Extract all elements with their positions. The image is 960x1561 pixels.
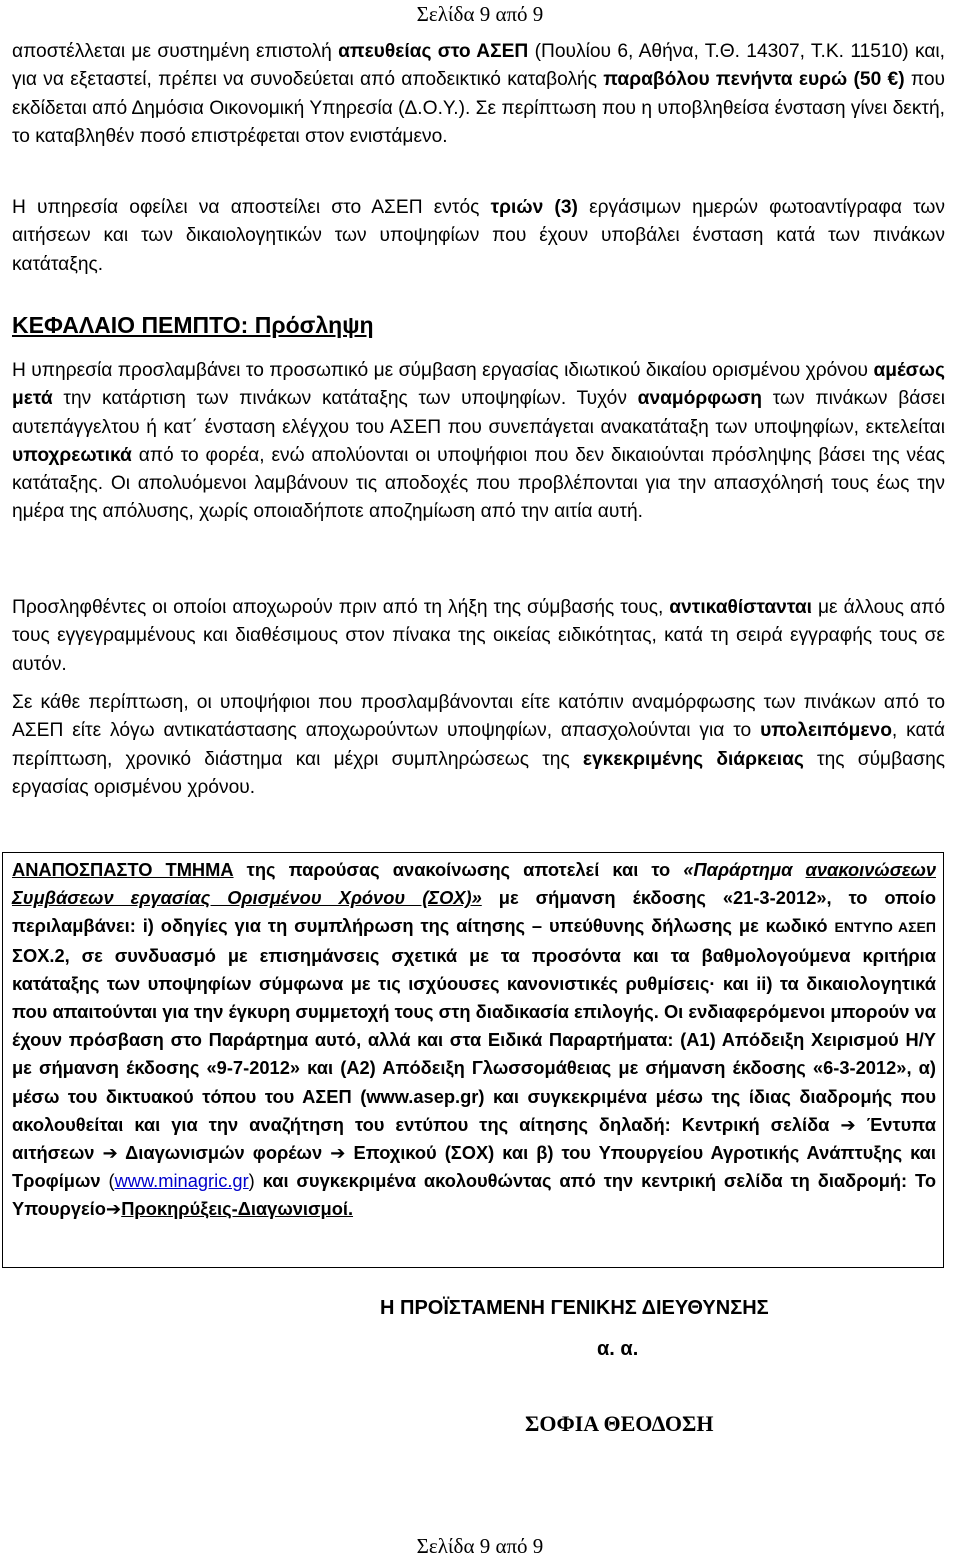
path-end: Προκηρύξεις-Διαγωνισμοί. xyxy=(121,1198,354,1220)
annex-name: «Παράρτημα xyxy=(683,859,806,880)
text: Προσληφθέντες οι οποίοι αποχωρούν πριν από τη λήξη της σύμβασής τους, xyxy=(12,597,670,618)
bold-text: παραβόλου πενήντα ευρώ (50 €) xyxy=(603,69,905,91)
paragraph-objection-submission xyxy=(12,38,945,151)
annex-title: ΑΝΑΠΟΣΠΑΣΤΟ ΤΜΗΜΑ xyxy=(12,859,234,880)
bold-text: απευθείας στο ΑΣΕΠ xyxy=(338,41,529,62)
text: των πινάκων βάσει αυτεπάγγελτου ή κατ΄ ένσταση ελέγχου του ΑΣΕΠ που συνεπάγεται ανακατάταξη των υποψηφίων, εκτελείται xyxy=(12,388,945,438)
text: αποστέλλεται με συστημένη επιστολή xyxy=(12,41,339,62)
annex-name-underlined: ανακοινώσεων Συμβάσεων εργασίας Ορισμένου Χρόνου (ΣΟΧ)» xyxy=(12,859,936,909)
bold-text: υποχρεωτικά xyxy=(12,444,132,466)
arrow-right-icon: ➔ xyxy=(840,1113,856,1135)
page-footer: Σελίδα 9 από 9 xyxy=(416,1534,544,1558)
page-header: Σελίδα 9 από 9 xyxy=(416,2,544,26)
text: με σήμανση έκδοσης «21-3-2012», το οποίο περιλαμβάνει: i) οδηγίες για τη συμπλήρωση της αίτησης – υπεύθυνης δήλωσης με κωδικό xyxy=(12,887,936,937)
text: της σύμβασης εργασίας ορισμένου χρόνου. xyxy=(12,748,946,798)
minagric-link[interactable]: www.minagric.gr xyxy=(114,1170,249,1192)
bold-text: εγκεκριμένης διάρκειας xyxy=(582,748,804,770)
bold-text: υπολειπόμενο xyxy=(760,720,892,742)
form-code: ΕΝΤΥΠΟ ΑΣΕΠ xyxy=(834,919,937,936)
text: από το φορέα, ενώ απολύονται οι υποψήφιοι που δεν δικαιούνται πρόσληψης βάσει της νέας κατάταξης. Οι απολυόμενοι λαμβάνουν τις αποδοχές που προβλέπονται για την απασχόλησή τους έως την ημέρα της απόλυσης, χωρίς οποιαδήποτε αποζημίωση από την αιτία αυτή. xyxy=(12,444,945,523)
bold-text: αναμόρφωση xyxy=(637,388,763,410)
annex-notice-box xyxy=(2,852,944,1268)
paren-open: ( xyxy=(108,1170,115,1192)
paren-close: ) xyxy=(248,1170,255,1192)
paragraph-replacement xyxy=(12,594,945,679)
text: Η υπηρεσία οφείλει να αποστείλει στο ΑΣΕΠ εντός xyxy=(12,197,491,218)
signature-name: ΣΟΦΙΑ ΘΕΟΔΟΣΗ xyxy=(525,1411,714,1436)
bold-text: αντικαθίστανται xyxy=(669,597,812,618)
bold-text: αμέσως μετά xyxy=(12,360,945,410)
arrow-right-icon: ➔ xyxy=(102,1142,118,1164)
text: (Πουλίου 6, Αθήνα, Τ.Θ. 14307, Τ.Κ. 11510) και, για να εξεταστεί, πρέπει να συνοδεύεται από αποδεικτικό καταβολής xyxy=(12,41,946,91)
text: την κατάρτιση των πινάκων κατάταξης των υποψηφίων. Τυχόν xyxy=(52,388,638,410)
text: Διαγωνισμών φορέων xyxy=(117,1142,331,1164)
paragraph-service-obligation xyxy=(12,194,945,279)
paragraph-remaining-duration xyxy=(12,689,945,802)
signature-title: Η ΠΡΟΪΣΤΑΜΕΝΗ ΓΕΝΙΚΗΣ ΔΙΕΥΘΥΝΣΗΣ xyxy=(380,1297,769,1319)
text: και συγκεκριμένα ακολουθώντας από την κεντρική σελίδα τη διαδρομή: Το Υπουργείο xyxy=(12,1170,936,1220)
signature-aa: α. α. xyxy=(597,1338,639,1360)
text: που εκδίδεται από Δημόσια Οικονομική Υπηρεσία (Δ.Ο.Υ.). Σε περίπτωση που η υποβληθείσα ένσταση γίνει δεκτή, το καταβληθέν ποσό επιστρέφεται στον ενιστάμενο. xyxy=(12,69,946,147)
arrow-right-icon: ➔ xyxy=(105,1198,122,1220)
text: ΣΟΧ.2, σε συνδυασμό με επισημάνσεις σχετικά με τα προσόντα και τα βαθμολογούμενα κριτήρια κατάταξης των υποψηφίων σύμφωνα με τις ισχύουσες κανονιστικές ρυθμίσεις· και ii) τα δικαιολογητικά που απαιτούνται για την έγκυρη συμμετοχή τους στη διαδικασία επιλογής. Οι ενδιαφερόμενοι μπορούν να έχουν πρόσβαση στο Παράρτημα αυτό, αλλά και στα Ειδικά Παραρτήματα: (Α1) Απόδειξη Χειρισμού Η/Υ με σήμανση έκδοσης «9-7-2012» και (Α2) Απόδειξη Γλωσσομάθειας με σήμανση έκδοσης «6-3-2012», α) μέσω του δικτυακού τόπου του ΑΣΕΠ (www.asep.gr) και συγκεκριμένα μέσω της ίδιας διαδρομής που ακολουθείται και για την αναζήτηση του εντύπου της αίτησης δηλαδή: Κεντρική σελίδα xyxy=(12,944,936,1135)
text: Σε κάθε περίπτωση, οι υποψήφιοι που προσλαμβάνονται είτε κατόπιν αναμόρφωσης των πινάκων από το ΑΣΕΠ είτε λόγω αντικατάστασης αποχωρούντων υποψηφίων, απασχολούνται για το xyxy=(12,692,945,742)
arrow-right-icon: ➔ xyxy=(330,1142,346,1164)
text: εργάσιμων ημερών φωτοαντίγραφα των αιτήσεων και των δικαιολογητικών των υποψηφίων που έχουν υποβάλει ένσταση κατά των πινάκων κατάταξης. xyxy=(12,197,945,275)
text: Η υπηρεσία προσλαμβάνει το προσωπικό με σύμβαση εργασίας ιδιωτικού δικαίου ορισμένου χρόνου xyxy=(12,360,874,381)
text: της παρούσας ανακοίνωσης αποτελεί και το xyxy=(233,859,684,880)
text: Εποχικού (ΣΟΧ) και β) του Υπουργείου Αγροτικής Ανάπτυξης και Τροφίμων xyxy=(12,1142,937,1192)
paragraph-hiring xyxy=(12,357,945,527)
text: με άλλους από τους εγγεγραμμένους και διαθέσιμους στον πίνακα της οικείας ειδικότητας, κατά τη σειρά εγγραφής τους σε αυτόν. xyxy=(12,597,945,675)
bold-text: τριών (3) xyxy=(490,197,578,218)
text: Έντυπα αιτήσεων xyxy=(12,1113,936,1164)
chapter-heading: ΚΕΦΑΛΑΙΟ ΠΕΜΠΤΟ: Πρόσληψη xyxy=(12,312,374,338)
text: , κατά περίπτωση, χρονικό διάστημα και μέχρι συμπληρώσεως της xyxy=(12,720,945,770)
